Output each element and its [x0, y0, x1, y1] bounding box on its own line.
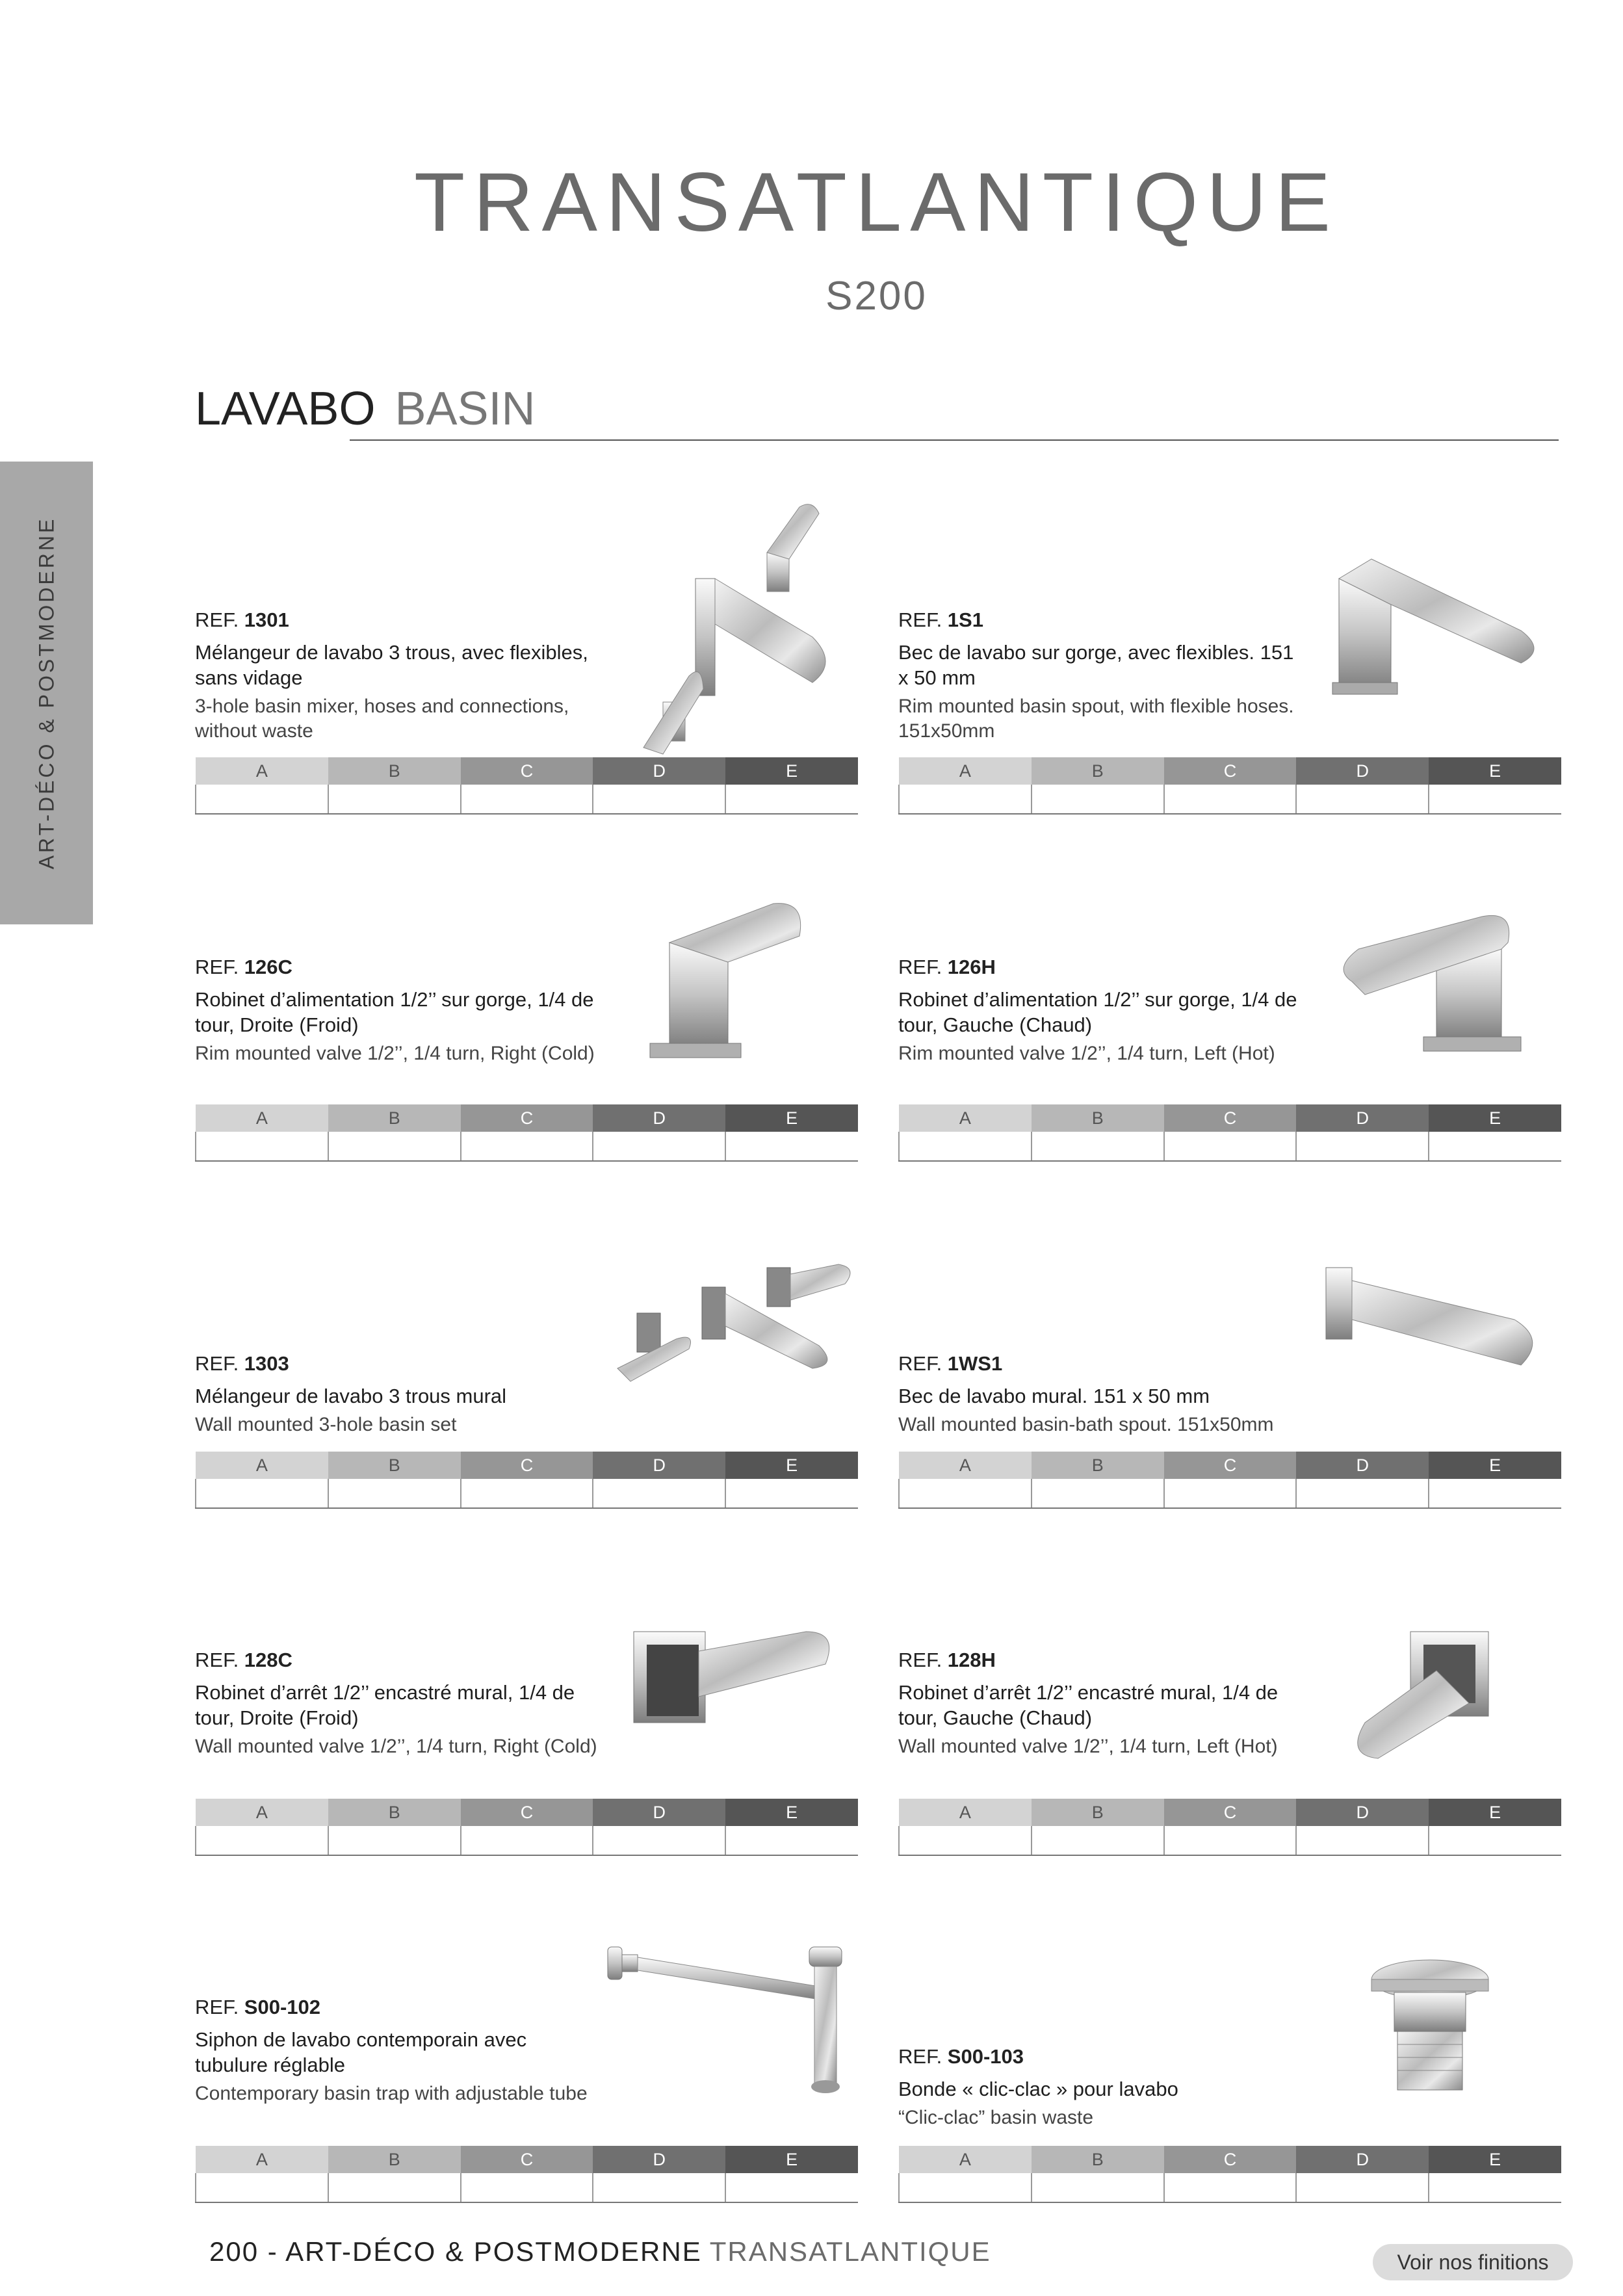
- finish-option-cell[interactable]: [461, 1132, 593, 1161]
- finish-option-cell[interactable]: [725, 1826, 858, 1855]
- finish-option-cell[interactable]: [1296, 785, 1429, 814]
- wall-mounted-basin-set-icon: [604, 1255, 858, 1385]
- finish-option-cell[interactable]: [1429, 785, 1561, 814]
- finish-column-header: E: [1429, 2146, 1561, 2173]
- finish-option-cell[interactable]: [461, 1826, 593, 1855]
- finish-option-cell[interactable]: [1164, 1132, 1297, 1161]
- finish-option-cell[interactable]: [1032, 1826, 1164, 1855]
- product-ref: REF. S00-102: [195, 1996, 321, 2018]
- wall-valve-left-icon: [1339, 1625, 1514, 1768]
- finish-option-cell[interactable]: [1296, 2173, 1429, 2202]
- footer-page-label: 200 - ART-DÉCO & POSTMODERNE: [209, 2236, 702, 2267]
- product-description-fr: Mélangeur de lavabo 3 trous, avec flexibles, sans vidage: [195, 641, 588, 689]
- finish-column-header: B: [328, 1104, 461, 1132]
- finish-column-header: B: [1032, 1452, 1164, 1479]
- product-description-fr: Bec de lavabo sur gorge, avec flexibles. 151 x 50 mm: [898, 641, 1294, 689]
- finish-column-header: B: [328, 757, 461, 785]
- wall-valve-right-icon: [630, 1619, 838, 1736]
- finish-option-cell[interactable]: [593, 1826, 725, 1855]
- finish-option-cell[interactable]: [328, 1479, 461, 1508]
- finish-column-header: A: [196, 757, 328, 785]
- rim-valve-right-icon: [643, 897, 819, 1066]
- finish-column-header: B: [1032, 2146, 1164, 2173]
- product-description-en: Wall mounted valve 1/2’’, 1/4 turn, Left (Hot): [898, 1736, 1278, 1757]
- three-hole-basin-mixer-icon: [617, 501, 858, 761]
- finish-option-cell[interactable]: [1164, 2173, 1297, 2202]
- product-ref: REF. 128C: [195, 1649, 292, 1671]
- finish-column-header: C: [461, 757, 593, 785]
- finish-column-header: A: [196, 1452, 328, 1479]
- finish-option-cell[interactable]: [899, 2173, 1032, 2202]
- rim-valve-left-icon: [1326, 910, 1534, 1060]
- product-description-en: Wall mounted basin-bath spout. 151x50mm: [898, 1414, 1274, 1435]
- product-ref: REF. S00-103: [898, 2045, 1024, 2068]
- finish-column-header: A: [196, 1799, 328, 1826]
- finish-column-header: C: [461, 1104, 593, 1132]
- finish-option-cell[interactable]: [328, 2173, 461, 2202]
- finish-option-cell[interactable]: [461, 2173, 593, 2202]
- finish-column-header: C: [1164, 1104, 1297, 1132]
- finish-option-cell[interactable]: [1032, 1132, 1164, 1161]
- finish-column-header: E: [725, 757, 858, 785]
- finish-column-header: D: [1296, 1104, 1429, 1132]
- finish-option-cell[interactable]: [899, 1132, 1032, 1161]
- finish-option-cell[interactable]: [899, 785, 1032, 814]
- product-description-fr: Siphon de lavabo contemporain avec tubulure réglable: [195, 2028, 527, 2076]
- product-ref: REF. 1301: [195, 608, 289, 631]
- finish-option-cell[interactable]: [899, 1479, 1032, 1508]
- finish-table: [898, 757, 1561, 815]
- wall-mounted-spout-icon: [1319, 1255, 1553, 1385]
- finish-table: [898, 2146, 1561, 2203]
- footer-collection: TRANSATLANTIQUE: [709, 2236, 991, 2267]
- product-description-en: Wall mounted valve 1/2’’, 1/4 turn, Right (Cold): [195, 1736, 597, 1757]
- finish-column-header: E: [725, 2146, 858, 2173]
- product-description-fr: Bec de lavabo mural. 151 x 50 mm: [898, 1385, 1210, 1407]
- finish-column-header: A: [899, 2146, 1032, 2173]
- finish-option-cell[interactable]: [196, 1479, 328, 1508]
- finish-option-cell[interactable]: [196, 1826, 328, 1855]
- finish-option-cell[interactable]: [1429, 1132, 1561, 1161]
- finish-option-cell[interactable]: [1296, 1479, 1429, 1508]
- section-divider: [350, 439, 1559, 441]
- finish-table: [195, 1799, 858, 1856]
- product-description-en: Contemporary basin trap with adjustable tube: [195, 2083, 588, 2104]
- product-description-fr: Robinet d’alimentation 1/2’’ sur gorge, 1/4 de tour, Droite (Froid): [195, 988, 594, 1036]
- finish-option-cell[interactable]: [1429, 2173, 1561, 2202]
- product-ref: REF. 1S1: [898, 608, 983, 631]
- finish-option-cell[interactable]: [1429, 1826, 1561, 1855]
- product-ref: REF. 126H: [898, 956, 996, 978]
- finish-option-cell[interactable]: [1032, 1479, 1164, 1508]
- view-finishes-button[interactable]: Voir nos finitions: [1373, 2244, 1573, 2280]
- finish-option-cell[interactable]: [1164, 1826, 1297, 1855]
- product-description-fr: Robinet d’arrêt 1/2’’ encastré mural, 1/4 de tour, Droite (Froid): [195, 1681, 575, 1729]
- finish-table: [898, 1104, 1561, 1162]
- product-description-en: Wall mounted 3-hole basin set: [195, 1414, 457, 1435]
- finish-column-header: D: [1296, 2146, 1429, 2173]
- finish-column-header: E: [725, 1799, 858, 1826]
- finish-option-cell[interactable]: [593, 2173, 725, 2202]
- collection-title: TRANSATLANTIQUE: [414, 156, 1339, 249]
- finish-column-header: D: [1296, 1799, 1429, 1826]
- finish-option-cell[interactable]: [328, 1132, 461, 1161]
- finish-column-header: C: [1164, 2146, 1297, 2173]
- series-code: S200: [825, 274, 928, 319]
- product-description-en: Rim mounted basin spout, with flexible hoses. 151x50mm: [898, 696, 1294, 742]
- finish-column-header: B: [328, 1799, 461, 1826]
- product-ref: REF. 1303: [195, 1352, 289, 1375]
- product-description-en: Rim mounted valve 1/2’’, 1/4 turn, Left (Hot): [898, 1043, 1275, 1064]
- finish-column-header: E: [1429, 1799, 1561, 1826]
- finish-table: [195, 2146, 858, 2203]
- finish-column-header: B: [1032, 1799, 1164, 1826]
- finish-column-header: D: [593, 2146, 725, 2173]
- finish-option-cell[interactable]: [196, 1132, 328, 1161]
- finish-column-header: D: [593, 1799, 725, 1826]
- product-ref: REF. 126C: [195, 956, 292, 978]
- finish-column-header: E: [1429, 1452, 1561, 1479]
- finish-column-header: A: [899, 757, 1032, 785]
- product-description-en: Rim mounted valve 1/2’’, 1/4 turn, Right (Cold): [195, 1043, 595, 1064]
- finish-column-header: D: [593, 1104, 725, 1132]
- product-description-en: “Clic-clac” basin waste: [898, 2107, 1094, 2128]
- finish-option-cell[interactable]: [1296, 1132, 1429, 1161]
- finish-table: [195, 1104, 858, 1162]
- finish-option-cell[interactable]: [1032, 2173, 1164, 2202]
- product-ref: REF. 128H: [898, 1649, 996, 1671]
- finish-option-cell[interactable]: [1032, 785, 1164, 814]
- finish-column-header: D: [593, 757, 725, 785]
- finish-table: [195, 757, 858, 815]
- finish-column-header: E: [1429, 1104, 1561, 1132]
- product-ref: REF. 1WS1: [898, 1352, 1003, 1375]
- product-description-fr: Robinet d’arrêt 1/2’’ encastré mural, 1/4 de tour, Gauche (Chaud): [898, 1681, 1279, 1729]
- finish-option-cell[interactable]: [725, 785, 858, 814]
- finish-column-header: D: [593, 1452, 725, 1479]
- finish-table: [898, 1452, 1561, 1509]
- finish-table: [898, 1799, 1561, 1856]
- finish-column-header: E: [1429, 757, 1561, 785]
- finish-column-header: B: [328, 2146, 461, 2173]
- finish-option-cell[interactable]: [461, 785, 593, 814]
- finish-option-cell[interactable]: [328, 785, 461, 814]
- finish-option-cell[interactable]: [1429, 1479, 1561, 1508]
- finish-column-header: E: [725, 1104, 858, 1132]
- finish-column-header: A: [899, 1104, 1032, 1132]
- finish-column-header: C: [461, 1799, 593, 1826]
- finish-option-cell[interactable]: [593, 1479, 725, 1508]
- finish-option-cell[interactable]: [1164, 1479, 1297, 1508]
- finish-option-cell[interactable]: [899, 1826, 1032, 1855]
- product-description-fr: Robinet d’alimentation 1/2’’ sur gorge, 1/4 de tour, Gauche (Chaud): [898, 988, 1297, 1036]
- finish-column-header: A: [196, 1104, 328, 1132]
- finish-option-cell[interactable]: [1296, 1826, 1429, 1855]
- side-tab-label: ART-DÉCO & POSTMODERNE: [34, 516, 58, 870]
- side-tab[interactable]: [0, 462, 93, 924]
- finish-column-header: E: [725, 1452, 858, 1479]
- clic-clac-waste-icon: [1365, 1953, 1495, 2103]
- section-heading-en: BASIN: [395, 383, 536, 435]
- finish-column-header: C: [461, 2146, 593, 2173]
- page-footer: [209, 2236, 991, 2267]
- finish-option-cell[interactable]: [461, 1479, 593, 1508]
- product-description-fr: Mélangeur de lavabo 3 trous mural: [195, 1385, 507, 1407]
- product-description-fr: Bonde « clic-clac » pour lavabo: [898, 2078, 1178, 2100]
- finish-table: [195, 1452, 858, 1509]
- finish-option-cell[interactable]: [196, 785, 328, 814]
- finish-column-header: C: [1164, 1799, 1297, 1826]
- finish-column-header: B: [328, 1452, 461, 1479]
- section-heading-fr: LAVABO: [195, 383, 376, 435]
- finish-column-header: C: [1164, 1452, 1297, 1479]
- finish-option-cell[interactable]: [328, 1826, 461, 1855]
- finish-option-cell[interactable]: [725, 2173, 858, 2202]
- finish-option-cell[interactable]: [1164, 785, 1297, 814]
- finish-column-header: A: [196, 2146, 328, 2173]
- finish-column-header: A: [899, 1452, 1032, 1479]
- rim-mounted-spout-icon: [1313, 553, 1553, 702]
- section-heading: [195, 382, 536, 436]
- finish-column-header: D: [1296, 757, 1429, 785]
- finish-option-cell[interactable]: [593, 1132, 725, 1161]
- finish-option-cell[interactable]: [196, 2173, 328, 2202]
- basin-trap-icon: [601, 1934, 861, 2103]
- finish-column-header: B: [1032, 1104, 1164, 1132]
- finish-column-header: A: [899, 1799, 1032, 1826]
- finish-column-header: D: [1296, 1452, 1429, 1479]
- finish-column-header: C: [461, 1452, 593, 1479]
- finish-option-cell[interactable]: [725, 1132, 858, 1161]
- product-description-en: 3-hole basin mixer, hoses and connections, without waste: [195, 696, 569, 742]
- finish-option-cell[interactable]: [725, 1479, 858, 1508]
- finish-column-header: B: [1032, 757, 1164, 785]
- finish-column-header: C: [1164, 757, 1297, 785]
- finish-option-cell[interactable]: [593, 785, 725, 814]
